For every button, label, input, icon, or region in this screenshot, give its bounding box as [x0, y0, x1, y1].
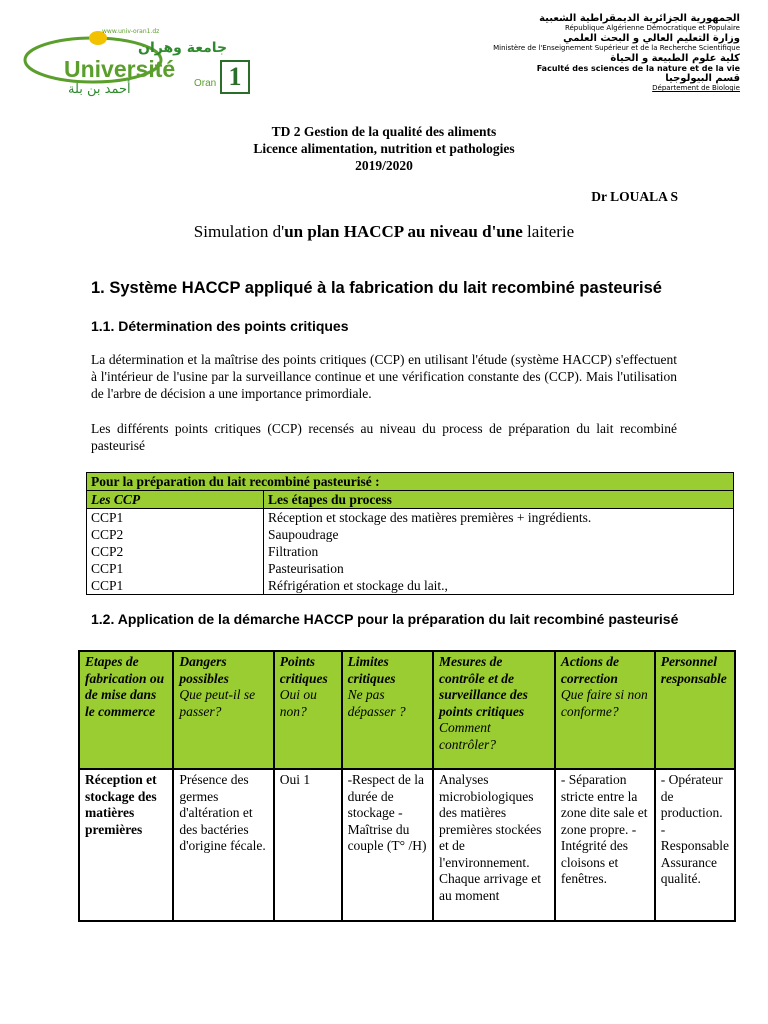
ccp-table-caption: Pour la préparation du lait recombiné pasteurisé :: [87, 473, 734, 491]
step-cell: Réception et stockage des matières premières: [79, 769, 173, 921]
haccp-col-header: [555, 651, 655, 769]
logo-university: Université: [64, 56, 176, 82]
step-cell: Filtration: [264, 543, 734, 560]
header-title: Actions de correction: [560, 654, 619, 686]
ccp-col-header: Les CCP: [87, 491, 264, 509]
haccp-col-header: [655, 651, 735, 769]
ccp-cell: CCP2: [87, 526, 264, 543]
header-title: Personnel responsable: [660, 654, 727, 686]
header-subtitle: Que peut-il se passer?: [179, 687, 256, 719]
table-row: [87, 543, 734, 560]
step-cell: Saupoudrage: [264, 526, 734, 543]
header-subtitle: Comment contrôler?: [439, 720, 497, 752]
header-subtitle: Ne pas dépasser ?: [347, 687, 406, 719]
ccp-cell: CCP2: [87, 543, 264, 560]
subsection-heading: 1.2. Application de la démarche HACCP pour la préparation du lait recombiné pasteurisé: [91, 611, 679, 627]
step-cell: Réception et stockage des matières premières + ingrédients.: [264, 509, 734, 527]
header-line: Faculté des sciences de la nature et de la vie: [536, 64, 740, 73]
header-line: كلية علوم الطبيعة و الحياة: [610, 53, 740, 64]
table-row: [87, 526, 734, 543]
header-line: وزارة التعليم العالي و البحث العلمي: [563, 33, 740, 44]
university-logo: [18, 30, 258, 100]
haccp-table: [78, 650, 736, 922]
haccp-col-header: [79, 651, 173, 769]
ccp-cell: CCP1: [87, 509, 264, 527]
haccp-header-row: [79, 651, 735, 769]
actions-cell: - Séparation stricte entre la zone dite sale et zone propre. - Intégrité des cloisons et fenêtres.: [555, 769, 655, 921]
ccp-col-header: Les étapes du process: [264, 491, 734, 509]
page-title-part: laiterie: [522, 222, 575, 241]
paragraph: Les différents points critiques (CCP) recensés au niveau du process de préparation du lait recombiné pasteurisé: [91, 421, 677, 453]
page-title: [0, 222, 768, 242]
table-row: [87, 509, 734, 527]
header-line: الجمهورية الجزائرية الديمقراطية الشعبية: [539, 13, 740, 24]
table-row: [87, 577, 734, 595]
header-line: Ministère de l'Enseignement Supérieur et de la Recherche Scientifique: [493, 44, 740, 52]
points-cell: Oui 1: [274, 769, 342, 921]
header-line: République Algérienne Démocratique et Populaire: [564, 24, 740, 32]
limits-cell: -Respect de la durée de stockage - Maîtrise du couple (T° /H): [342, 769, 433, 921]
haccp-col-header: [342, 651, 433, 769]
subsection-heading: 1.1. Détermination des points critiques: [91, 318, 349, 334]
ccp-table: [86, 472, 734, 595]
personnel-cell: - Opérateur de production. - Responsable Assurance qualité.: [655, 769, 735, 921]
logo-arabic-person: أحمد بن بلة: [68, 82, 131, 97]
header-title: Mesures de contrôle et de surveillance des points critiques: [439, 654, 528, 719]
logo-number: 1: [220, 60, 250, 94]
header-title: Points critiques: [279, 654, 328, 686]
header-line: Département de Biologie: [652, 84, 740, 92]
step-cell: Pasteurisation: [264, 560, 734, 577]
course-program: Licence alimentation, nutrition et pathologies: [253, 141, 515, 156]
paragraph: La détermination et la maîtrise des points critiques (CCP) en utilisant l'étude (système HACCP) s'effectuent à l'intérieur de l'usine par la surveillance continue et une vérification constante des (CCP). Mais l'utilisation de l'arbre de décision a une importance primordiale.: [91, 352, 677, 401]
header-subtitle: Que faire si non conforme?: [560, 687, 648, 719]
logo-arabic-name: جامعة وهران: [138, 40, 228, 56]
header-title: Dangers possibles: [179, 654, 229, 686]
header-subtitle: Oui ou non?: [279, 687, 317, 719]
page-title-part: un plan HACCP au niveau d'une: [284, 222, 523, 241]
header-line: قسم البيولوجيا: [665, 73, 740, 84]
page-title-part: Simulation d': [193, 222, 285, 241]
haccp-col-header: [173, 651, 273, 769]
institution-header: [410, 13, 740, 93]
haccp-col-header: [274, 651, 342, 769]
table-row: [79, 769, 735, 921]
ccp-cell: CCP1: [87, 560, 264, 577]
header-title: Limites critiques: [347, 654, 396, 686]
measures-cell: Analyses microbiologiques des matières premières stockées et de l'environnement. Chaque arrivage et au moment: [433, 769, 555, 921]
haccp-col-header: [433, 651, 555, 769]
academic-year: 2019/2020: [355, 158, 413, 173]
dangers-cell: Présence des germes d'altération et des bactéries d'origine fécale.: [173, 769, 273, 921]
section-heading: 1. Système HACCP appliqué à la fabrication du lait recombiné pasteurisé: [91, 279, 662, 297]
table-row: [87, 560, 734, 577]
course-title: TD 2 Gestion de la qualité des aliments: [271, 124, 497, 139]
author: Dr LOUALA S: [591, 189, 678, 204]
ccp-cell: CCP1: [87, 577, 264, 595]
step-cell: Réfrigération et stockage du lait.,: [264, 577, 734, 595]
logo-url: www.univ-oran1.dz: [102, 28, 160, 35]
header-title: Etapes de fabrication ou de mise dans le commerce: [85, 654, 165, 719]
logo-city: Oran: [194, 78, 217, 89]
